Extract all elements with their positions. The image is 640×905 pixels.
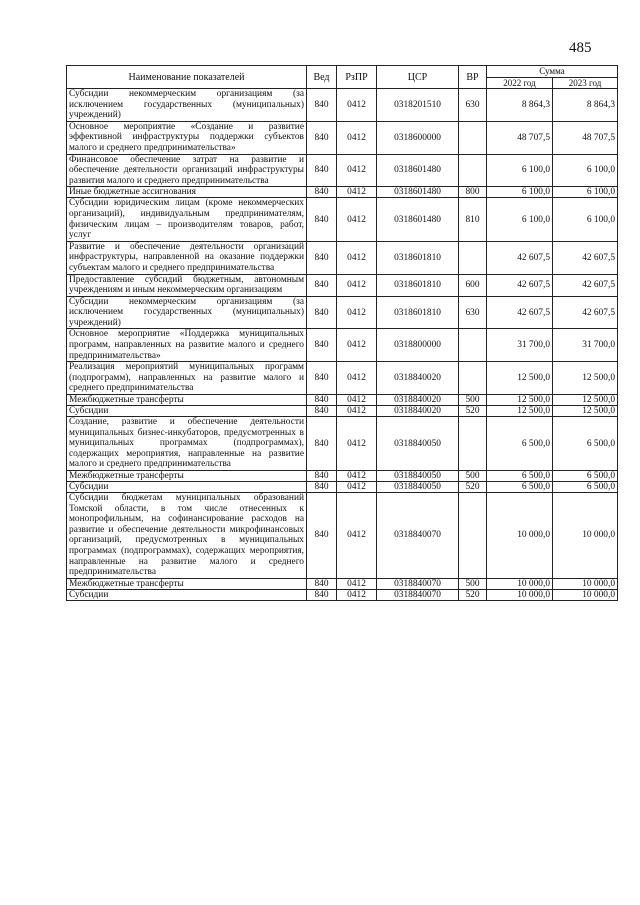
row-csr: 0318840050 <box>377 471 459 482</box>
row-amount-2023: 10 000,0 <box>553 493 618 579</box>
row-name: Иные бюджетные ассигнования <box>67 187 307 198</box>
header-name: Наименование показателей <box>67 66 307 89</box>
row-vr: 810 <box>459 198 487 241</box>
row-vr: 500 <box>459 578 487 589</box>
row-ved: 840 <box>307 187 337 198</box>
row-amount-2022: 12 500,0 <box>487 395 553 406</box>
table-row <box>67 578 618 589</box>
row-csr: 0318840070 <box>377 578 459 589</box>
table-row <box>67 154 618 187</box>
row-amount-2023: 8 864,3 <box>553 89 618 122</box>
row-csr: 0318600000 <box>377 121 459 154</box>
row-name: Субсидии бюджетам муниципальных образований Томской области, в том числе отнесенных к монопрофильным, на софинансирование расходов на развитие и обеспечение деятельности микрофинансовых организаций, предусмотренных в муниципальных программах (подпрограммах), содержащих мероприятия, направленные на развитие малого и среднего предпринимательства <box>67 493 307 579</box>
table-row <box>67 329 618 362</box>
row-vr: 500 <box>459 471 487 482</box>
row-ved: 840 <box>307 493 337 579</box>
table-row <box>67 482 618 493</box>
table-row <box>67 395 618 406</box>
row-name: Развитие и обеспечение деятельности организаций инфраструктуры, направленной на оказание поддержки субъектам малого и среднего предпринимательства <box>67 241 307 274</box>
row-rzpr: 0412 <box>337 578 377 589</box>
row-amount-2022: 10 000,0 <box>487 493 553 579</box>
row-amount-2022: 42 607,5 <box>487 274 553 296</box>
row-ved: 840 <box>307 274 337 296</box>
row-ved: 840 <box>307 89 337 122</box>
table-row <box>67 296 618 329</box>
row-name: Субсидии <box>67 482 307 493</box>
row-amount-2022: 42 607,5 <box>487 241 553 274</box>
table-row <box>67 589 618 600</box>
row-amount-2022: 31 700,0 <box>487 329 553 362</box>
row-name: Субсидии юридическим лицам (кроме некоммерческих организаций), индивидуальным предпринимателям, физическим лицам – производителям товаров, работ, услуг <box>67 198 307 241</box>
row-ved: 840 <box>307 471 337 482</box>
row-amount-2023: 42 607,5 <box>553 241 618 274</box>
row-amount-2022: 6 100,0 <box>487 187 553 198</box>
row-amount-2022: 10 000,0 <box>487 589 553 600</box>
row-rzpr: 0412 <box>337 406 377 417</box>
row-amount-2022: 12 500,0 <box>487 362 553 395</box>
row-rzpr: 0412 <box>337 187 377 198</box>
row-amount-2023: 6 500,0 <box>553 417 618 471</box>
row-vr: 600 <box>459 274 487 296</box>
row-rzpr: 0412 <box>337 329 377 362</box>
header-year-2022: 2022 год <box>487 77 553 89</box>
row-name: Межбюджетные трансферты <box>67 578 307 589</box>
header-vr: ВР <box>459 66 487 89</box>
row-ved: 840 <box>307 482 337 493</box>
row-csr: 0318840050 <box>377 482 459 493</box>
table-row <box>67 493 618 579</box>
row-amount-2023: 31 700,0 <box>553 329 618 362</box>
row-csr: 0318601810 <box>377 274 459 296</box>
row-amount-2023: 42 607,5 <box>553 296 618 329</box>
header-csr: ЦСР <box>377 66 459 89</box>
table-row <box>67 198 618 241</box>
row-vr: 630 <box>459 296 487 329</box>
row-csr: 0318840020 <box>377 362 459 395</box>
row-vr <box>459 329 487 362</box>
row-ved: 840 <box>307 362 337 395</box>
table-row <box>67 121 618 154</box>
row-csr: 0318201510 <box>377 89 459 122</box>
row-csr: 0318601480 <box>377 187 459 198</box>
row-vr: 520 <box>459 406 487 417</box>
row-amount-2023: 48 707,5 <box>553 121 618 154</box>
header-rzpr: РзПР <box>337 66 377 89</box>
table-row <box>67 89 618 122</box>
row-ved: 840 <box>307 121 337 154</box>
row-ved: 840 <box>307 198 337 241</box>
row-amount-2022: 6 500,0 <box>487 471 553 482</box>
row-amount-2022: 10 000,0 <box>487 578 553 589</box>
row-ved: 840 <box>307 578 337 589</box>
row-amount-2023: 12 500,0 <box>553 362 618 395</box>
row-rzpr: 0412 <box>337 89 377 122</box>
row-name: Субсидии некоммерческим организациям (за исключением государственных (муниципальных) учреждений) <box>67 89 307 122</box>
row-vr <box>459 121 487 154</box>
row-amount-2022: 8 864,3 <box>487 89 553 122</box>
table-row <box>67 362 618 395</box>
row-rzpr: 0412 <box>337 241 377 274</box>
row-vr <box>459 493 487 579</box>
table-row <box>67 241 618 274</box>
table-row <box>67 406 618 417</box>
row-amount-2022: 12 500,0 <box>487 406 553 417</box>
row-amount-2023: 6 500,0 <box>553 471 618 482</box>
row-amount-2023: 12 500,0 <box>553 395 618 406</box>
row-csr: 0318840050 <box>377 417 459 471</box>
row-rzpr: 0412 <box>337 274 377 296</box>
row-vr <box>459 154 487 187</box>
row-rzpr: 0412 <box>337 471 377 482</box>
row-name: Основное мероприятие «Создание и развитие эффективной инфраструктуры поддержки субъектов малого и среднего предпринимательства» <box>67 121 307 154</box>
row-csr: 0318840070 <box>377 493 459 579</box>
table-row <box>67 471 618 482</box>
row-vr <box>459 417 487 471</box>
row-ved: 840 <box>307 417 337 471</box>
row-amount-2022: 6 100,0 <box>487 198 553 241</box>
row-ved: 840 <box>307 406 337 417</box>
row-rzpr: 0412 <box>337 362 377 395</box>
row-amount-2023: 10 000,0 <box>553 589 618 600</box>
row-name: Создание, развитие и обеспечение деятельности муниципальных бизнес-инкубаторов, предусмотренных в муниципальных программах (подпрограммах), содержащих мероприятия, направленные на развитие малого и среднего предпринимательства <box>67 417 307 471</box>
row-amount-2023: 42 607,5 <box>553 274 618 296</box>
row-rzpr: 0412 <box>337 154 377 187</box>
row-rzpr: 0412 <box>337 482 377 493</box>
row-csr: 0318601480 <box>377 154 459 187</box>
row-amount-2022: 6 500,0 <box>487 417 553 471</box>
row-csr: 0318601810 <box>377 296 459 329</box>
row-vr: 800 <box>459 187 487 198</box>
row-amount-2023: 6 100,0 <box>553 154 618 187</box>
row-rzpr: 0412 <box>337 395 377 406</box>
row-ved: 840 <box>307 296 337 329</box>
row-amount-2022: 42 607,5 <box>487 296 553 329</box>
row-name: Реализация мероприятий муниципальных программ (подпрограмм), направленных на развитие малого и среднего предпринимательства <box>67 362 307 395</box>
row-name: Предоставление субсидий бюджетным, автономным учреждениям и иным некоммерческим организациям <box>67 274 307 296</box>
budget-table <box>66 65 618 601</box>
table-header <box>67 66 618 89</box>
row-rzpr: 0412 <box>337 198 377 241</box>
row-vr: 520 <box>459 482 487 493</box>
row-csr: 0318840020 <box>377 395 459 406</box>
row-amount-2023: 6 100,0 <box>553 198 618 241</box>
header-ved: Вед <box>307 66 337 89</box>
header-year-2023: 2023 год <box>553 77 618 89</box>
row-csr: 0318840070 <box>377 589 459 600</box>
row-csr: 0318800000 <box>377 329 459 362</box>
row-rzpr: 0412 <box>337 296 377 329</box>
row-amount-2023: 6 500,0 <box>553 482 618 493</box>
row-name: Межбюджетные трансферты <box>67 395 307 406</box>
row-vr <box>459 241 487 274</box>
row-csr: 0318601810 <box>377 241 459 274</box>
row-vr: 520 <box>459 589 487 600</box>
table-row <box>67 417 618 471</box>
row-ved: 840 <box>307 395 337 406</box>
row-name: Финансовое обеспечение затрат на развитие и обеспечение деятельности организаций инфраструктуры развития малого и среднего предпринимательства <box>67 154 307 187</box>
row-amount-2023: 6 100,0 <box>553 187 618 198</box>
row-ved: 840 <box>307 589 337 600</box>
row-rzpr: 0412 <box>337 417 377 471</box>
row-amount-2023: 12 500,0 <box>553 406 618 417</box>
row-csr: 0318840020 <box>377 406 459 417</box>
table-row <box>67 187 618 198</box>
row-rzpr: 0412 <box>337 589 377 600</box>
row-rzpr: 0412 <box>337 121 377 154</box>
row-name: Основное мероприятие «Поддержка муниципальных программ, направленных на развитие малого и среднего предпринимательства» <box>67 329 307 362</box>
page-number: 485 <box>569 40 592 56</box>
row-vr: 500 <box>459 395 487 406</box>
row-amount-2022: 6 500,0 <box>487 482 553 493</box>
row-name: Субсидии некоммерческим организациям (за исключением государственных (муниципальных) учреждений) <box>67 296 307 329</box>
row-csr: 0318601480 <box>377 198 459 241</box>
row-vr: 630 <box>459 89 487 122</box>
row-ved: 840 <box>307 329 337 362</box>
table-row <box>67 274 618 296</box>
row-name: Субсидии <box>67 406 307 417</box>
row-ved: 840 <box>307 154 337 187</box>
row-rzpr: 0412 <box>337 493 377 579</box>
row-amount-2022: 48 707,5 <box>487 121 553 154</box>
row-amount-2022: 6 100,0 <box>487 154 553 187</box>
row-amount-2023: 10 000,0 <box>553 578 618 589</box>
table-body <box>67 89 618 601</box>
row-vr <box>459 362 487 395</box>
row-name: Межбюджетные трансферты <box>67 471 307 482</box>
row-name: Субсидии <box>67 589 307 600</box>
row-ved: 840 <box>307 241 337 274</box>
header-sum: Сумма <box>487 66 618 78</box>
